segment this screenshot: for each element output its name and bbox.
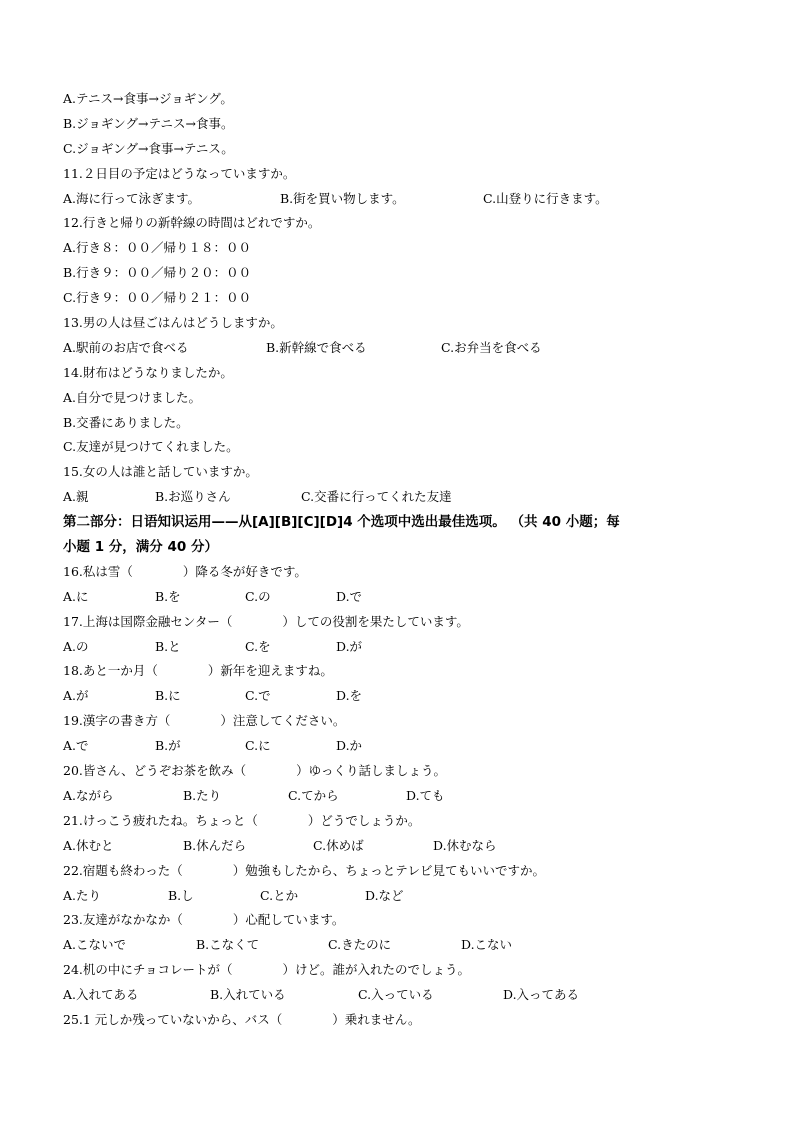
answer-option: A.休むと: [63, 837, 114, 853]
answer-option: C.ジョギング→食事→テニス。: [63, 140, 234, 156]
answer-options: [63, 834, 743, 859]
answer-option: A.こないで: [63, 937, 127, 953]
question-text: 13.男の人は昼ごはんはどうしますか。: [63, 315, 283, 331]
answer-option: B.を: [155, 588, 181, 604]
answer-option: B.休んだら: [183, 837, 247, 853]
question-text: 20.皆さん、どうぞお茶を飲み（ ）ゆっくり話しましょう。: [63, 763, 447, 779]
answer-option: A.が: [63, 688, 89, 704]
answer-option: A.駅前のお店で食べる: [63, 339, 189, 355]
question-text: 18.あと一か月（ ）新年を迎えますね。: [63, 663, 333, 679]
answer-option: A.テニス→食事→ジョギング。: [63, 91, 233, 106]
answer-options: [63, 485, 743, 510]
answer-option: B.に: [155, 688, 181, 704]
question-text: 16.私は雪（ ）降る冬が好きです。: [63, 563, 307, 579]
question-text: 25.1 元しか残っていないから、バス（ ）乗れません。: [63, 1011, 421, 1027]
answer-option: C.きたのに: [328, 937, 392, 953]
answer-option: C.友達が見つけてくれました。: [63, 439, 239, 455]
question-text: 21.けっこう疲れたね。ちょっと（ ）どうでしょうか。: [63, 812, 421, 828]
answer-option: B.新幹線で食べる: [266, 339, 367, 355]
answer-option: D.が: [336, 638, 363, 654]
answer-option: C.に: [245, 738, 271, 754]
answer-option: A.自分で見つけました。: [63, 389, 202, 405]
answer-option: A.ながら: [63, 787, 114, 803]
question-text: 22.宿題も終わった（ ）勉強もしたから、ちょっとテレビ見てもいいですか。: [63, 862, 546, 878]
section-heading: 小题 1 分，满分 40 分）: [63, 539, 218, 556]
answer-options: [63, 187, 743, 212]
answer-option: D.こない: [461, 937, 513, 953]
question-text: 14.財布はどうなりましたか。: [63, 364, 233, 380]
answer-options: [63, 734, 743, 759]
answer-options: [63, 635, 743, 660]
answer-option: B.こなくて: [196, 937, 260, 953]
answer-option: B.交番にありました。: [63, 414, 189, 430]
answer-option: A.に: [63, 588, 89, 604]
answer-option: B.たり: [183, 787, 222, 803]
answer-option: D.を: [336, 688, 363, 704]
answer-option: A.親: [63, 489, 89, 505]
section-heading: 第二部分：日语知识运用——从[A][B][C][D]4 个选项中选出最佳选项。 （共 40 小题；每: [63, 514, 620, 531]
answer-option: B.お巡りさん: [155, 489, 231, 505]
question-text: 15.女の人は誰と話していますか。: [63, 464, 258, 480]
answer-option: C.で: [245, 688, 271, 704]
answer-option: A.たり: [63, 887, 102, 903]
question-text: 17.上海は国際金融センター（ ）しての役割を果たしています。: [63, 613, 469, 629]
answer-option: C.行き９：００／帰り２１：００: [63, 290, 252, 306]
answer-option: C.とか: [260, 887, 299, 903]
answer-option: C.交番に行ってくれた友達: [301, 489, 452, 505]
answer-option: D.ても: [406, 787, 445, 803]
answer-option: B.し: [168, 887, 194, 903]
answer-option: C.を: [245, 638, 271, 654]
question-text: 11.２日目の予定はどうなっていますか。: [63, 165, 296, 181]
answer-option: B.行き９：００／帰り２０：００: [63, 265, 252, 281]
answer-option: D.など: [365, 887, 404, 903]
question-text: 24.机の中にチョコレートが（ ）けど。誰が入れたのでしょう。: [63, 962, 471, 978]
answer-option: A.の: [63, 638, 89, 654]
answer-options: [63, 784, 743, 809]
answer-options: [63, 684, 743, 709]
answer-option: B.ジョギング→テニス→食事。: [63, 115, 234, 131]
question-text: 19.漢字の書き方（ ）注意してください。: [63, 713, 346, 729]
answer-option: D.で: [336, 588, 363, 604]
answer-option: D.か: [336, 738, 363, 754]
question-list: [63, 87, 743, 1033]
answer-option: B.と: [155, 638, 181, 654]
answer-option: A.海に行って泳ぎます。: [63, 190, 201, 206]
answer-option: D.休むなら: [433, 837, 497, 853]
answer-options: [63, 884, 743, 909]
answer-option: D.入ってある: [503, 987, 580, 1003]
answer-option: C.お弁当を食べる: [441, 339, 542, 355]
answer-option: A.入れてある: [63, 987, 139, 1003]
question-text: 12.行きと帰りの新幹線の時間はどれですか。: [63, 215, 321, 231]
answer-option: A.で: [63, 738, 89, 754]
question-text: 23.友達がなかなか（ ）心配しています。: [63, 912, 345, 928]
answer-options: [63, 585, 743, 610]
answer-option: B.街を買い物します。: [280, 190, 405, 206]
answer-option: C.休めば: [313, 837, 364, 853]
answer-option: B.が: [155, 738, 181, 754]
answer-option: C.の: [245, 588, 271, 604]
answer-option: C.入っている: [358, 987, 434, 1003]
answer-option: A.行き８：００／帰り１８：００: [63, 240, 252, 256]
answer-options: [63, 933, 743, 958]
answer-options: [63, 983, 743, 1008]
answer-options: [63, 336, 743, 361]
answer-option: B.入れている: [210, 987, 286, 1003]
answer-option: C.山登りに行きます。: [483, 190, 608, 206]
answer-option: C.てから: [288, 787, 339, 803]
